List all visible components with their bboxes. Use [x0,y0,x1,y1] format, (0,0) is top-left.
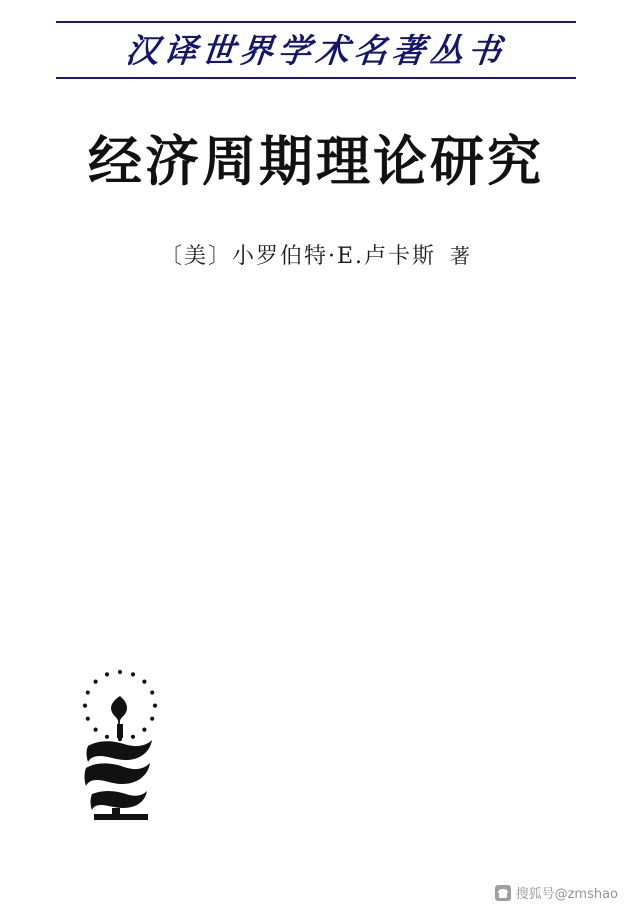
series-banner [0,14,632,86]
sohu-badge-icon [495,885,511,901]
author-name: 〔美〕小罗伯特·E.卢卡斯 [159,244,437,269]
series-banner-inner [56,19,576,81]
commercial-press-torch-emblem-icon [72,662,168,832]
book-title: 经济周期理论研究 [88,129,544,193]
series-banner-bottom-rule [56,77,576,79]
watermark-text: 搜狐号@zmshao [515,887,618,902]
series-banner-top-rule [56,21,576,23]
watermark [495,883,618,902]
series-title: 汉译世界学术名著丛书 [123,30,509,70]
author-line [0,243,632,272]
author-role: 著 [450,244,473,268]
